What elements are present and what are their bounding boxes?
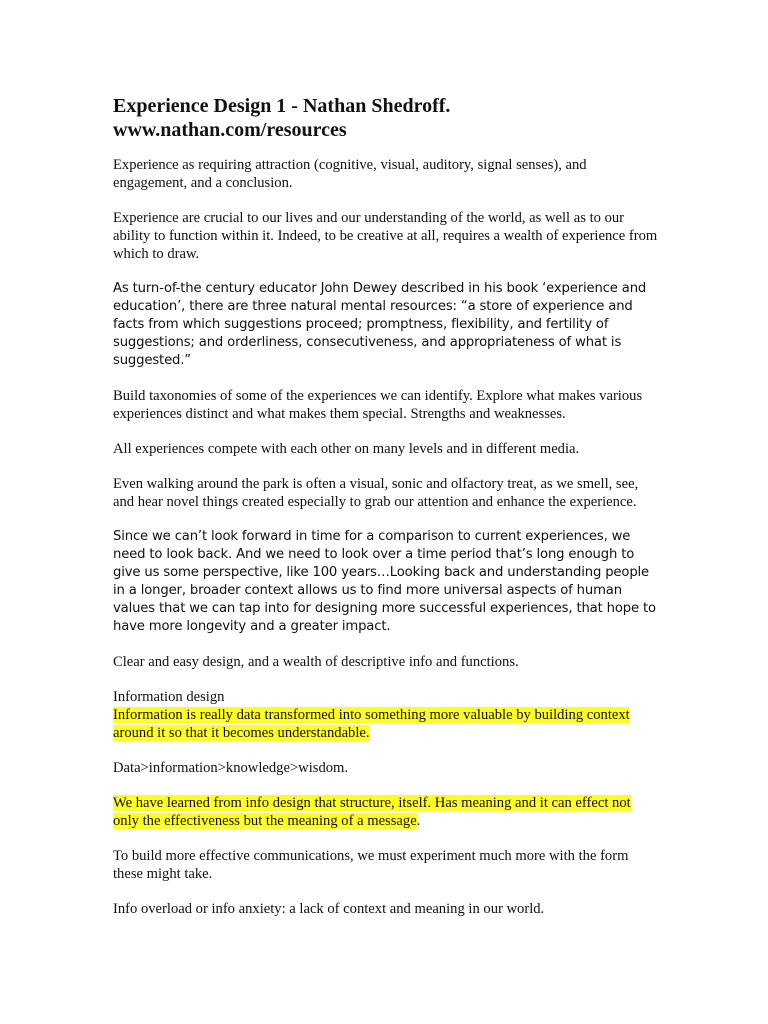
paragraph-structure-highlight [113, 794, 658, 830]
title-line-1: Experience Design 1 - Nathan Shedroff. [113, 95, 451, 117]
structure-period: . [416, 813, 421, 829]
paragraph-info-overload: Info overload or info anxiety: a lack of context and meaning in our world. [113, 901, 545, 917]
highlight-information: Information is really data transformed into something more valuable by building context around it so that it becomes understandable. [113, 707, 630, 741]
paragraph-data-chain: Data>information>knowledge>wisdom. [113, 760, 349, 776]
paragraph-communications: To build more effective communications, we must experiment much more with the form these might take. [113, 848, 629, 882]
title-line-2: www.nathan.com/resources [113, 119, 347, 141]
paragraph-park: Even walking around the park is often a visual, sonic and olfactory treat, as we smell, see, and hear novel things created especially to grab our attention and enhance the experience. [113, 476, 639, 510]
paragraph-attraction: Experience as requiring attraction (cognitive, visual, auditory, signal senses), and engagement, and a conclusion. [113, 157, 587, 191]
section-label-information-design: Information design [113, 689, 225, 705]
paragraph-compete: All experiences compete with each other on many levels and in different media. [113, 441, 580, 457]
highlight-structure: We have learned from info design that structure, itself. Has meaning and it can effect not only the effectiveness but the meaning of a message [113, 795, 631, 829]
document-body [113, 156, 658, 935]
paragraph-look-back: Since we can’t look forward in time for a comparison to current experiences, we need to look back. And we need to look over a time period that’s long enough to give us some perspective, like 100 years…Looking back and understanding people in a longer, broader context allows us to find more universal aspects of human values that we can tap into for designing more successful experiences, that hope to have more longevity and a greater impact. [113, 529, 656, 634]
document-title [113, 94, 673, 142]
paragraph-crucial: Experience are crucial to our lives and our understanding of the world, as well as to our ability to function within it. Indeed, to be creative at all, requires a wealth of experience from which to draw. [113, 210, 658, 262]
paragraph-dewey: As turn-of-the century educator John Dewey described in his book ‘experience and education’, there are three natural mental resources: “a store of experience and facts from which suggestions proceed; promptness, flexibility, and fertility of suggestions; and orderliness, consecutiveness, and appropriateness of what is suggested.” [113, 281, 647, 368]
paragraph-clear-design: Clear and easy design, and a wealth of descriptive info and functions. [113, 654, 519, 670]
paragraph-information-highlight [113, 706, 658, 742]
paragraph-taxonomies: Build taxonomies of some of the experiences we can identify. Explore what makes various experiences distinct and what makes them special. Strengths and weaknesses. [113, 388, 643, 422]
